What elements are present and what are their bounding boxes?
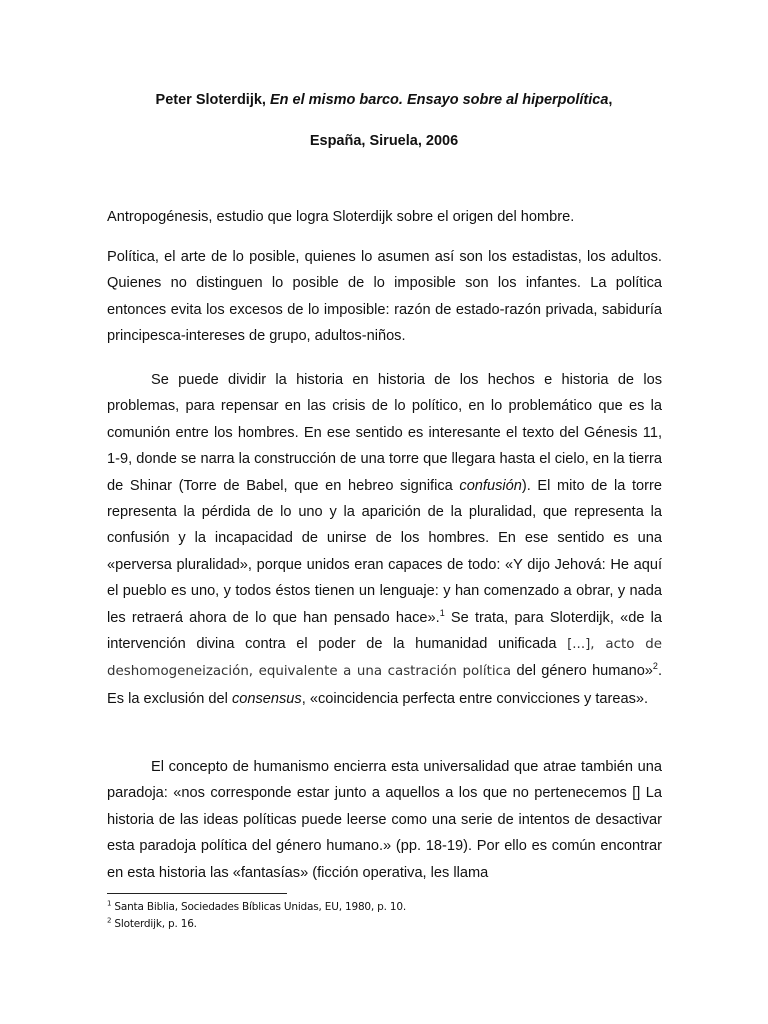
paragraph-1: Antropogénesis, estudio que logra Sloterdijk sobre el origen del hombre.	[107, 209, 575, 225]
footnote-number: 1	[107, 899, 112, 908]
emphasis-confusion: confusión	[459, 477, 522, 494]
paragraph-3-part-d: del género humano»	[511, 663, 653, 680]
paragraph-3-part-b: ). El mito de la torre representa la pérdida de lo uno y la aparición de la pluralidad, que representa la confusión y la incapacidad de unirse de los hombres. En ese sentido es una «perversa pluralidad», porque unidos eran capaces de todo: «Y dijo Jehová: He aquí el pueblo es uno, y todos éstos tienen un lenguaje: y han comenzado a obrar, y nada les retraerá ahora de lo que han pensado hace».	[107, 477, 662, 626]
paragraph-3-part-c: Se trata, para Sloterdijk, «de la intervención divina contra el poder de la humanidad unificada	[107, 609, 662, 653]
footnote-text: Sloterdijk, p. 16.	[114, 918, 197, 930]
author-name: Peter Sloterdijk,	[155, 92, 266, 108]
paragraph-3-part-a: Se puede dividir la historia en historia de los hechos e historia de los problemas, para repensar en las crisis de lo político, en lo problemático que es la comunión entre los hombres. En ese sentido es interesante el texto del Génesis 11, 1-9, donde se narra la construcción de una torre que llegara hasta el cielo, en la tierra de Shinar (Torre de Babel, que en hebreo significa	[107, 372, 662, 494]
footnote-1	[107, 900, 406, 914]
paragraph-4: El concepto de humanismo encierra esta universalidad que atrae también una paradoja: «nos corresponde estar junto a aquellos a los que no pertenecemos [] La historia de las ideas políticas puede leerse como una serie de intentos de desactivar esta paradoja política del género humano.» (pp. 18-19). Por ello es común encontrar en esta historia las «fantasías» (ficción operativa, les llama	[107, 759, 662, 881]
paragraph-3	[107, 367, 662, 712]
footnote-2	[107, 917, 197, 931]
footnote-number: 2	[107, 916, 112, 925]
emphasis-consensus: consensus	[231, 690, 302, 707]
footnote-text: Santa Biblia, Sociedades Bíblicas Unidas, EU, 1980, p. 10.	[114, 901, 407, 913]
publication-line: España, Siruela, 2006	[309, 133, 459, 149]
paragraph-3-part-e: . Es la exclusión del	[107, 663, 662, 707]
book-title-line	[0, 90, 768, 110]
paragraph-3-part-f: , «coincidencia perfecta entre convicciones y tareas».	[301, 690, 649, 707]
footnote-ref-2[interactable]: 2	[652, 661, 658, 672]
book-title: En el mismo barco. Ensayo sobre al hiperpolítica	[269, 92, 609, 108]
paragraph-2: Política, el arte de lo posible, quienes lo asumen así son los estadistas, los adultos. Quienes no distinguen lo posible de lo imposible son los infantes. La política entonces evita los excesos de lo imposible: razón de estado-razón privada, sabiduría principesca-intereses de grupo, adultos-niños.	[107, 249, 662, 345]
title-comma: ,	[608, 92, 613, 108]
quoted-passage: [...], acto de deshomogeneización, equivalente a una castración política	[107, 637, 662, 680]
footnote-ref-1[interactable]: 1	[439, 607, 445, 618]
footnote-divider	[107, 893, 287, 894]
